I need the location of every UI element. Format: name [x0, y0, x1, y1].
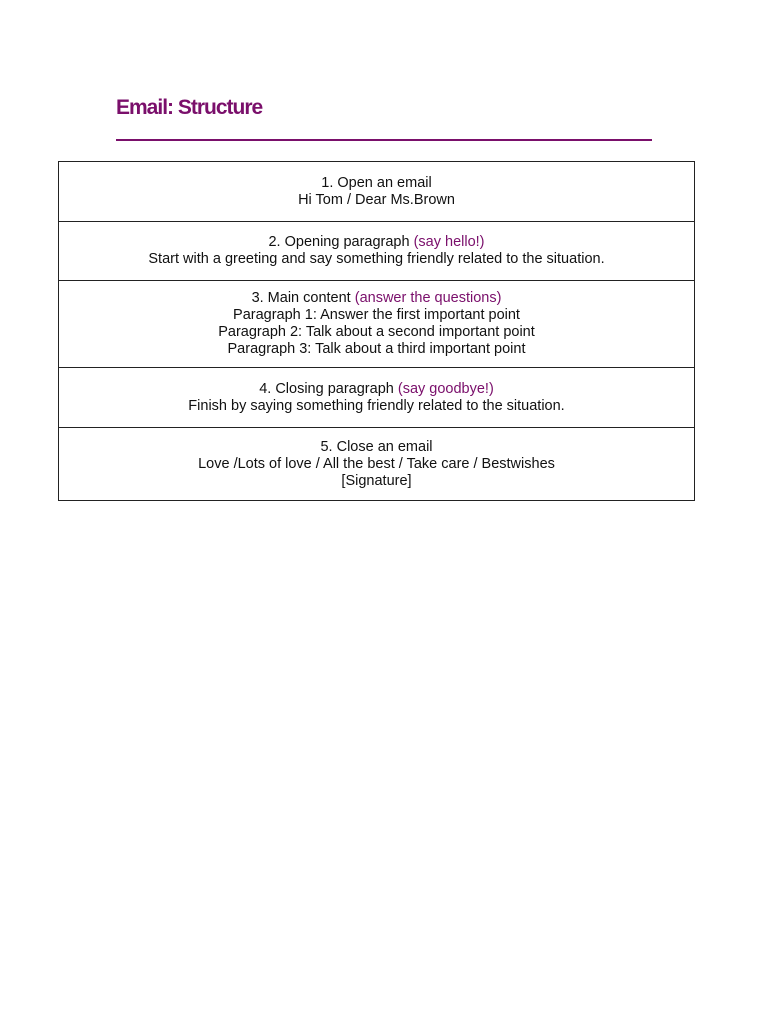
section-row-opening-paragraph — [59, 222, 695, 281]
section-row-main-content — [59, 281, 695, 368]
section-line: Paragraph 2: Talk about a second important point — [218, 324, 535, 340]
section-cell — [59, 281, 695, 368]
section-line: Paragraph 1: Answer the first important point — [233, 307, 520, 323]
section-line: Finish by saying something friendly related to the situation. — [188, 397, 565, 414]
section-line: Start with a greeting and say something friendly related to the situation. — [148, 251, 605, 267]
section-row-closing-paragraph — [59, 368, 695, 428]
section-hint: (say goodbye!) — [397, 380, 494, 397]
section-heading: 1. Open an email — [321, 174, 432, 191]
section-hint: (say hello!) — [413, 234, 485, 250]
section-hint: (answer the questions) — [354, 290, 502, 306]
section-line: [Signature] — [341, 472, 412, 489]
section-row-open — [59, 162, 695, 222]
section-heading: 5. Close an email — [320, 438, 433, 455]
section-heading-line — [65, 175, 688, 192]
section-cell — [59, 222, 695, 281]
section-line: Hi Tom / Dear Ms.Brown — [298, 191, 455, 208]
section-heading-line — [65, 439, 688, 456]
section-cell — [59, 162, 695, 222]
section-heading: 4. Closing paragraph — [259, 380, 394, 397]
title-underline — [116, 139, 652, 141]
email-structure-table — [58, 161, 695, 501]
section-line: Paragraph 3: Talk about a third important point — [227, 341, 526, 357]
section-heading: 2. Opening paragraph — [268, 234, 410, 250]
section-cell — [59, 428, 695, 501]
section-heading-line — [65, 290, 688, 307]
section-line: Love /Lots of love / All the best / Take care / Bestwishes — [198, 455, 555, 472]
section-heading-line — [65, 234, 688, 251]
section-cell — [59, 368, 695, 428]
section-row-close — [59, 428, 695, 501]
section-heading: 3. Main content — [251, 290, 351, 306]
page-title: Email: Structure — [116, 96, 263, 119]
section-heading-line — [65, 381, 688, 398]
